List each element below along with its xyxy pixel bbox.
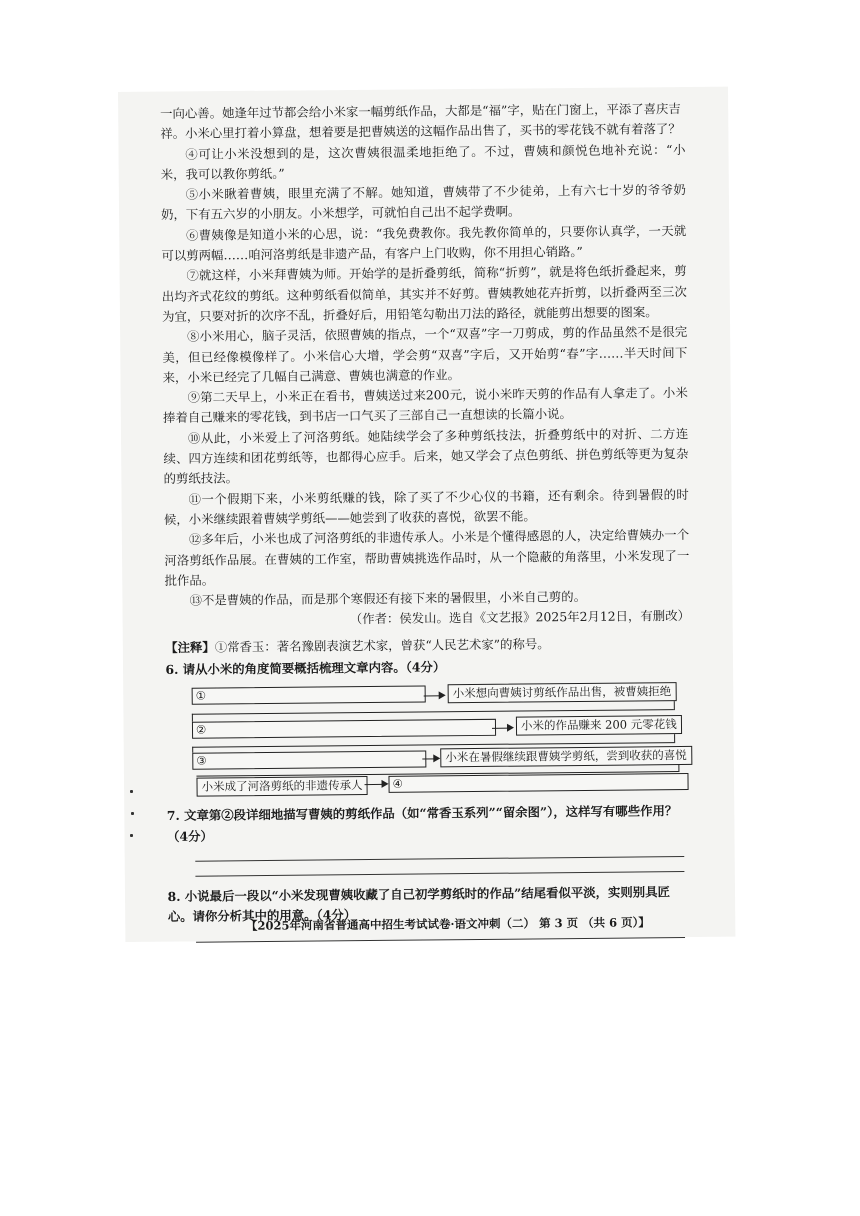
blank-3-number: ③ [196,753,207,768]
exam-page [160,99,693,943]
paragraph-7: ⑦就这样，小米拜曹姨为师。开始学的是折叠剪纸，简称“折剪”，就是将色纸折叠起来，剪出均齐式花纹的剪纸。这种剪纸看似简单，其实并不好剪。曹姨教她花卉折剪，以折叠两至三次为宜，只要对折的次序不乱，折叠好后，用铅笔勾勒出刀法的路径，就能剪出想要的图案。 [161,263,687,324]
answer-blank-4[interactable] [388,773,688,793]
speck-3 [130,834,133,837]
connector-3 [678,764,679,772]
question-7: 7. 文章第②段详细地描写曹姨的剪纸作品（如“常香玉系列”“留余图”），这样写有哪些作用？（4分） [166,803,678,844]
paragraph-5: ⑤小米瞅着曹姨，眼里充满了不解。她知道，曹姨带了不少徒弟，上有六七十岁的爷爷奶奶，下有五六岁的小朋友。小米想学，可就怕自己出不起学费啊。 [160,182,686,223]
paragraph-13: ⑬不是曹姨的作品，而是那个寒假还有接下来的暑假里，小米自己剪的。 [189,589,587,608]
given-box-4: 小米成了河洛剪纸的非遗传承人 [196,776,367,797]
blank-1-number: ① [195,688,207,703]
arrow-2 [492,728,512,729]
annotation [165,633,690,658]
annotation-label: 【注释】 [165,639,215,655]
passage-intro-line2-a: 祥。小米心里打着小算盘， [160,124,310,142]
footer-page-number: 第 3 页 [538,915,579,931]
answer-blank-1[interactable] [192,686,426,705]
scan-specks [130,790,134,850]
arrow-1 [424,696,444,697]
paragraph-6: ⑥曹姨像是知道小米的心思，说：“我免费教你。我先教你简单的，只要你认真学，一天就可以剪两幅……咱河洛剪纸是非遗产品，有客户上门收购，你不用担心销路。” [161,222,687,264]
arrow-3 [422,759,438,760]
annotation-text: ①常香玉：著名豫剧表演艺术家，曾获“人民艺术家”的称号。 [214,636,550,655]
question-6-flowchart [166,679,692,796]
blank-4-number: ④ [392,777,403,792]
speck-1 [130,790,133,793]
connector-1b [192,709,674,715]
passage-intro-line2-b: 想着要是把曹姨送的这幅作品出售了，买书的零花钱不就有着落了？ [308,121,681,140]
passage-intro-line1: 一向心善。她逢年过节都会给小米家一幅剪纸作品，大都是“福”字，贴在门窗上，平添了喜庆吉 [160,101,681,121]
given-box-1: 小米想向曹姨讨剪纸作品出售，被曹姨拒绝 [448,682,677,703]
paragraph-8: ⑧小米用心，脑子灵活，依照曹姨的指点，一个“双喜”字一刀剪成，剪的作品虽然不是很完美，但已经像模像样了。小米信心大增，学会剪“双喜”字后，又开始剪“春”字……半天时间下来，小米已经完了几幅自己满意、曹姨也满意的作业。 [162,324,688,385]
blank-2-number: ② [195,722,207,737]
speck-2 [131,812,134,815]
connector-1c [192,714,193,722]
connector-1 [674,701,675,710]
paragraph-10: ⑩从此，小米爱上了河洛剪纸。她陆续学会了多种剪纸技法，折叠剪纸中的对折、二方连续、四方连续和团花剪纸等，也都得心应手。后来，她又学会了点色剪纸、拼色剪纸等更为复杂的剪纸技法。 [163,425,689,487]
answer-blank-3[interactable] [192,751,426,770]
footer-total-pages: （共 6 页）】 [581,915,650,930]
given-box-3: 小米在暑假继续跟曹姨学剪纸，尝到收获的喜悦 [440,746,692,767]
answer-blank-2[interactable] [192,719,496,739]
arrow-4 [365,784,387,785]
paragraph-12: ⑫多年后，小米也成了河洛剪纸的非遗传承人。小米是个懂得感恩的人，决定给曹姨办一个河洛剪纸作品展。在曹姨的工作室，帮助曹姨挑选作品时，从一个隐蔽的角落里，小米发现了一批作品。 [164,527,690,588]
paragraph-4: ④可让小米没想到的是，这次曹姨很温柔地拒绝了。不过，曹姨和颜悦色地补充说：“小米，我可以教你剪纸。” [160,141,686,182]
paragraph-11: ⑪一个假期下来，小米剪纸赚的钱，除了买了不少心仪的书籍，还有剩余。待到暑假的时候，小米继续跟着曹姨学剪纸——她尝到了收获的喜悦，欲罢不能。 [163,486,689,527]
question-8: 8. 小说最后一段以“小米发现曹姨收藏了自己初学剪纸时的作品”结尾看似平淡，实则别具匠心。请你分析其中的用意。（4分） [167,884,671,925]
footer-exam-title: 【2025年河南省普通高中招生考试试卷·语文冲刺（二） [245,916,536,933]
given-box-2: 小米的作品赚来 200 元零花钱 [516,715,682,736]
author-source: （作者：侯发山。选自《文艺报》2025年2月12日，有删改） [349,608,691,627]
question-6: 6. 请从小米的角度简要概括梳理文章内容。（4分） [165,659,446,677]
paragraph-9: ⑨第二天早上，小米正在看书，曹姨送过来200元，说小米昨天剪的作品有人拿走了。小米捧着自己赚来的零花钱，到书店一口气买了三部自己一直想读的长篇小说。 [162,385,688,426]
connector-2 [674,734,675,743]
